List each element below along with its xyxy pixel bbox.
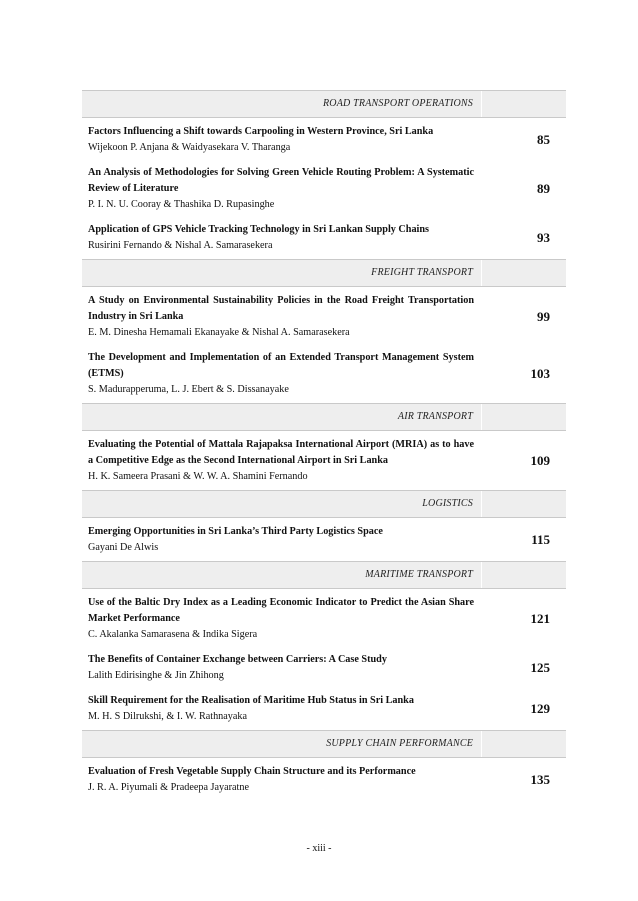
entry-title: Skill Requirement for the Realisation of Maritime Hub Status in Sri Lanka [88, 695, 414, 706]
entry-title: Use of the Baltic Dry Index as a Leading Economic Indicator to Predict the Asian Share Market Performance [88, 597, 474, 624]
entry-title: Emerging Opportunities in Sri Lanka’s Third Party Logistics Space [88, 526, 383, 537]
entry-title: The Benefits of Container Exchange between Carriers: A Case Study [88, 654, 387, 665]
section-header [82, 90, 566, 118]
section-header [82, 561, 566, 589]
entry-authors: Gayani De Alwis [88, 542, 159, 553]
toc-entry[interactable] [82, 287, 566, 344]
entry-authors: E. M. Dinesha Hemamali Ekanayake & Nishal A. Samarasekera [88, 327, 350, 338]
entry-page-number: 125 [530, 660, 550, 675]
entry-authors: Wijekoon P. Anjana & Waidyasekara V. Tharanga [88, 142, 291, 153]
entry-authors: C. Akalanka Samarasena & Indika Sigera [88, 629, 258, 640]
entry-authors: M. H. S Dilrukshi, & I. W. Rathnayaka [88, 711, 248, 722]
entry-page-number: 103 [530, 366, 550, 381]
entry-title: Factors Influencing a Shift towards Carpooling in Western Province, Sri Lanka [88, 126, 434, 137]
section-heading: MARITIME TRANSPORT [82, 562, 482, 588]
entry-authors: J. R. A. Piyumali & Pradeepa Jayaratne [88, 782, 249, 793]
entry-page-number: 99 [537, 309, 550, 324]
toc-entry[interactable] [82, 344, 566, 401]
entry-page-number: 121 [530, 611, 550, 626]
toc-entry[interactable] [82, 216, 566, 257]
entry-page-number: 93 [537, 230, 550, 245]
section-header [82, 403, 566, 431]
entry-page-number: 115 [531, 532, 550, 547]
entry-authors: P. I. N. U. Cooray & Thashika D. Rupasinghe [88, 199, 275, 210]
entry-authors: H. K. Sameera Prasani & W. W. A. Shamini Fernando [88, 471, 308, 482]
entry-title: Evaluation of Fresh Vegetable Supply Chain Structure and its Performance [88, 766, 416, 777]
entry-authors: Rusirini Fernando & Nishal A. Samarasekera [88, 240, 273, 251]
entry-authors: S. Madurapperuma, L. J. Ebert & S. Dissanayake [88, 384, 289, 395]
page-footer-number: - xiii - [306, 843, 332, 854]
toc-entry[interactable] [82, 687, 566, 728]
toc-entry[interactable] [82, 758, 566, 799]
entry-page-number: 89 [537, 181, 550, 196]
toc-entry[interactable] [82, 159, 566, 216]
toc-entry[interactable] [82, 589, 566, 646]
entry-title: Application of GPS Vehicle Tracking Technology in Sri Lankan Supply Chains [88, 224, 430, 235]
entry-page-number: 109 [530, 453, 550, 468]
section-header [82, 259, 566, 287]
entry-title: The Development and Implementation of an Extended Transport Management System (ETMS) [88, 352, 474, 379]
toc-entry[interactable] [82, 518, 566, 559]
entry-authors: Lalith Edirisinghe & Jin Zhihong [88, 670, 224, 681]
toc-entry[interactable] [82, 118, 566, 159]
entry-page-number: 135 [530, 772, 550, 787]
entry-title: An Analysis of Methodologies for Solving Green Vehicle Routing Problem: A Systematic Review of Literature [88, 167, 474, 194]
toc-entry[interactable] [82, 431, 566, 488]
toc-entry[interactable] [82, 646, 566, 687]
entry-page-number: 129 [530, 701, 550, 716]
table-of-contents [82, 88, 566, 799]
section-heading: FREIGHT TRANSPORT [82, 260, 482, 286]
section-heading: LOGISTICS [82, 491, 482, 517]
entry-title: A Study on Environmental Sustainability Policies in the Road Freight Transportation Industry in Sri Lanka [88, 295, 474, 322]
section-heading: SUPPLY CHAIN PERFORMANCE [82, 731, 482, 757]
section-heading: ROAD TRANSPORT OPERATIONS [82, 91, 482, 117]
entry-title: Evaluating the Potential of Mattala Rajapaksa International Airport (MRIA) as to have a Competitive Edge as the Second International Airport in Sri Lanka [88, 439, 474, 466]
section-header [82, 730, 566, 758]
entry-page-number: 85 [537, 132, 550, 147]
section-heading: AIR TRANSPORT [82, 404, 482, 430]
section-header [82, 490, 566, 518]
